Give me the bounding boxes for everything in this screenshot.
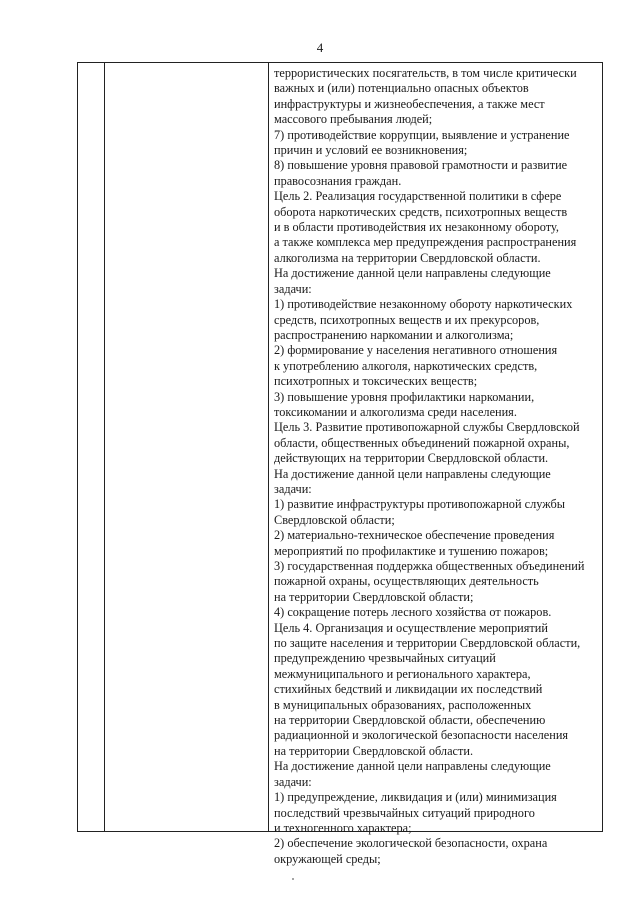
goals-table: [77, 62, 603, 866]
text-line: 7) противодействие коррупции, выявление и устранение: [274, 127, 570, 142]
text-line: задачи:: [274, 281, 312, 296]
text-line: массового пребывания людей;: [274, 112, 433, 127]
text-line: 2) материально-техническое обеспечение проведения: [274, 528, 555, 543]
text-line: На достижение данной цели направлены следующие: [274, 466, 551, 481]
text-line: по защите населения и территории Свердловской области,: [274, 636, 581, 651]
text-line: пожарной охраны, осуществляющих деятельность: [274, 574, 539, 589]
text-line: и техногенного характера;: [274, 820, 412, 835]
text-line: 1) противодействие незаконному обороту наркотических: [274, 297, 573, 312]
text-line: действующих на территории Свердловской области.: [274, 451, 549, 466]
column-divider-2: [268, 63, 269, 831]
text-line: террористических посягательств, в том числе критически: [274, 66, 577, 80]
text-line: На достижение данной цели направлены следующие: [274, 266, 551, 281]
text-line: радиационной и экологической безопасности населения: [274, 728, 569, 743]
text-line: важных и (или) потенциально опасных объектов: [274, 81, 529, 96]
text-line: стихийных бедствий и ликвидации их последствий: [274, 682, 543, 697]
text-line: оборота наркотических средств, психотропных веществ: [274, 204, 568, 219]
text-line: мероприятий по профилактике и тушению пожаров;: [274, 543, 549, 558]
text-line: области, общественных объединений пожарной охраны,: [274, 435, 570, 450]
text-line: окружающей среды;: [274, 851, 381, 866]
text-line: правосознания граждан.: [274, 173, 402, 188]
text-line: задачи:: [274, 481, 312, 496]
text-line: межмуниципального и регионального характера,: [274, 666, 531, 681]
text-line: на территории Свердловской области;: [274, 589, 474, 604]
text-line: 3) государственная поддержка общественных объединений: [274, 559, 585, 573]
text-line: Цель 4. Организация и осуществление мероприятий: [274, 620, 548, 635]
text-line: 1) предупреждение, ликвидация и (или) минимизация: [274, 790, 557, 805]
goals-text-cell: [274, 66, 602, 867]
text-line: Свердловской области;: [274, 512, 395, 527]
text-line: 1) развитие инфраструктуры противопожарной службы: [274, 497, 566, 512]
text-line: Цель 3. Развитие противопожарной службы Свердловской: [274, 420, 580, 435]
text-line: задачи:: [274, 774, 312, 789]
text-line: 4) сокращение потерь лесного хозяйства от пожаров.: [274, 605, 552, 620]
text-line: на территории Свердловской области.: [274, 743, 474, 758]
text-line: инфраструктуры и жизнеобеспечения, а также мест: [274, 96, 545, 111]
text-line: на территории Свердловской области, обеспечению: [274, 713, 546, 728]
text-line: На достижение данной цели направлены следующие: [274, 759, 551, 774]
text-line: к употреблению алкоголя, наркотических средств,: [274, 358, 538, 373]
text-line: психотропных и токсических веществ;: [274, 374, 478, 389]
text-line: 2) формирование у населения негативного отношения: [274, 343, 558, 358]
text-line: в муниципальных образованиях, расположенных: [274, 697, 532, 712]
text-line: причин и условий ее возникновения;: [274, 143, 468, 158]
text-line: алкоголизма на территории Свердловской области.: [274, 250, 541, 265]
text-line: 2) обеспечение экологической безопасности, охрана: [274, 836, 548, 851]
page-number: 4: [316, 40, 324, 55]
text-line: Цель 2. Реализация государственной политики в сфере: [274, 189, 562, 204]
text-line: токсикомании и алкоголизма среди населения.: [274, 404, 517, 419]
text-line: а также комплекса мер предупреждения распространения: [274, 235, 577, 250]
scan-speck: [292, 878, 294, 880]
text-line: средств, психотропных веществ и их прекурсоров,: [274, 312, 540, 327]
text-line: 8) повышение уровня правовой грамотности и развитие: [274, 158, 568, 173]
text-line: 3) повышение уровня профилактики наркомании,: [274, 389, 535, 404]
text-line: предупреждению чрезвычайных ситуаций: [274, 651, 496, 666]
text-line: распространению наркомании и алкоголизма;: [274, 327, 514, 342]
text-line: последствий чрезвычайных ситуаций природного: [274, 805, 535, 820]
column-divider-1: [104, 63, 105, 831]
text-line: и в области противодействия их незаконному обороту,: [274, 220, 559, 235]
